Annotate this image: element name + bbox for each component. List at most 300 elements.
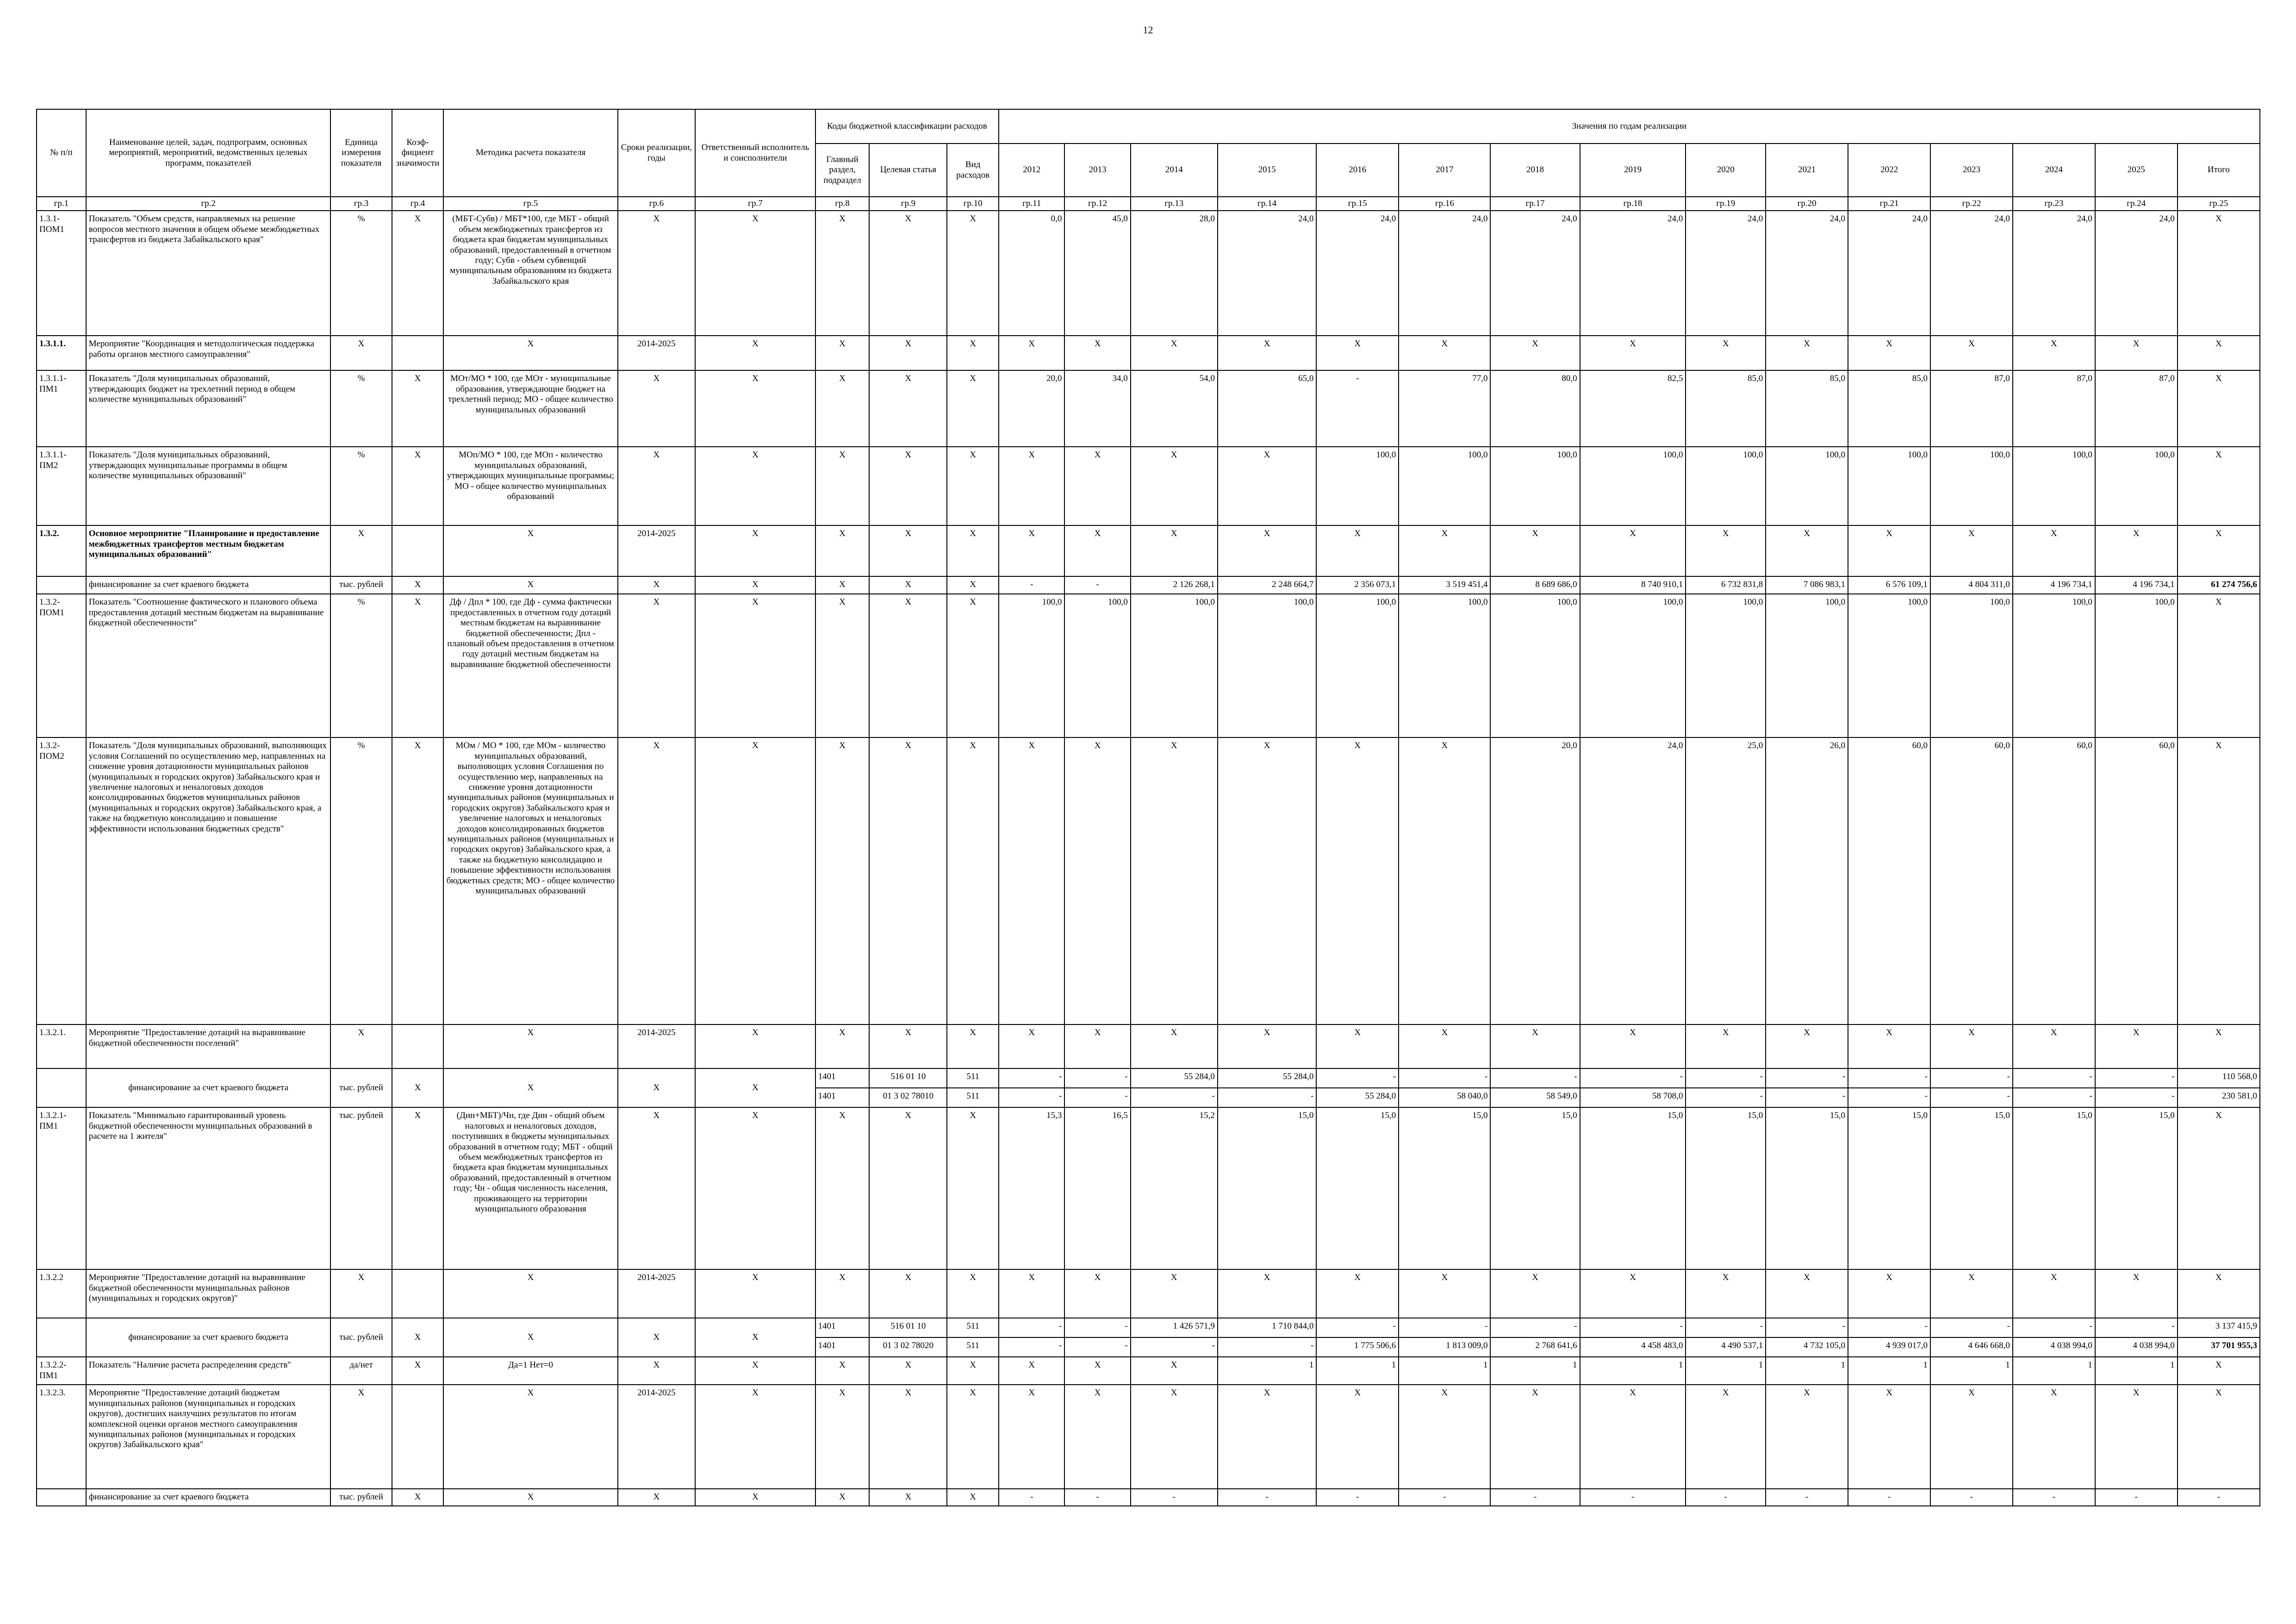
row-value: 85,0: [1686, 370, 1766, 447]
row-value: 2 768 641,6: [1490, 1337, 1580, 1357]
row-method: X: [443, 1024, 617, 1068]
row-number: 1.3.2-ПОМ2: [37, 737, 86, 1024]
row-method: (МБТ-Субв) / МБТ*100, где МБТ - общий объем межбюджетных трансфертов из бюджета края бюджетам муниципальных образований, предоставленный в отчетном году; Субв - объем субвенций муниципальным образованиям из бюджета Забайкальского края: [443, 211, 617, 336]
row-value: -: [1930, 1489, 2013, 1505]
header-code-section: Главный раздел, подраздел: [815, 144, 870, 197]
header-year: 2015: [1218, 144, 1317, 197]
header-num: № п/п: [37, 109, 86, 197]
row-unit: %: [330, 211, 392, 336]
row-value: 45,0: [1064, 211, 1130, 336]
row-name: Показатель "Доля муниципальных образований, выполняющих условия Соглашений по осуществлению мер, направленных на снижение уровня дотационности муниципальных районов (муниципальных и городских округов) Забайкальского края и увеличение налоговых и неналоговых доходов консолидированных бюджетов муниципальных районов (муниципальных и городских округов) Забайкальского края, а также на бюджетную консолидацию и повышение эффективности использования бюджетных средств": [86, 737, 331, 1024]
row-value: X: [2013, 1385, 2095, 1489]
table-row: [37, 1318, 2260, 1337]
row-value: 8 740 910,1: [1580, 576, 1686, 594]
row-code-section: X: [815, 370, 870, 447]
row-value: 100,0: [1131, 594, 1218, 737]
row-value: X: [2095, 1385, 2178, 1489]
row-coef: X: [392, 211, 444, 336]
row-value: 77,0: [1399, 370, 1490, 447]
row-code-type: 511: [947, 1068, 999, 1088]
header-executor: Ответственный исполнитель и соисполнители: [695, 109, 815, 197]
row-value: 82,5: [1580, 370, 1686, 447]
row-value: X: [1580, 525, 1686, 576]
row-unit: тыс. рублей: [330, 1489, 392, 1505]
column-number: гр.19: [1686, 197, 1766, 211]
row-value: 15,2: [1131, 1107, 1218, 1269]
row-number: 1.3.1.1-ПМ1: [37, 370, 86, 447]
row-number: [37, 576, 86, 594]
row-value: X: [1316, 336, 1399, 370]
column-number: гр.7: [695, 197, 815, 211]
row-value: X: [2095, 1024, 2178, 1068]
row-value: X: [2178, 1357, 2260, 1385]
row-value: 54,0: [1131, 370, 1218, 447]
row-value: X: [2178, 447, 2260, 525]
row-value: 100,0: [1848, 447, 1930, 525]
row-executor: X: [695, 1385, 815, 1489]
row-value: 100,0: [1064, 594, 1130, 737]
row-value: -: [999, 1088, 1064, 1107]
column-number: гр.21: [1848, 197, 1930, 211]
row-years: X: [618, 447, 696, 525]
row-code-type: X: [947, 594, 999, 737]
column-number: гр.10: [947, 197, 999, 211]
row-value: -: [1766, 1318, 1848, 1337]
row-coef: X: [392, 1357, 444, 1385]
row-value: 100,0: [2095, 447, 2178, 525]
row-value: 15,3: [999, 1107, 1064, 1269]
row-code-target: X: [869, 211, 947, 336]
row-value: X: [1930, 336, 2013, 370]
row-value: 15,0: [1399, 1107, 1490, 1269]
row-value: -: [2013, 1088, 2095, 1107]
row-code-section: X: [815, 525, 870, 576]
row-value: X: [999, 336, 1064, 370]
row-value: 100,0: [1316, 447, 1399, 525]
row-value: -: [1064, 1318, 1130, 1337]
row-number: 1.3.2.1-ПМ1: [37, 1107, 86, 1269]
row-years: X: [618, 1318, 696, 1357]
row-value: 15,0: [1848, 1107, 1930, 1269]
row-executor: X: [695, 1107, 815, 1269]
row-value: X: [2013, 525, 2095, 576]
row-value: 24,0: [2013, 211, 2095, 336]
row-code-type: X: [947, 1269, 999, 1318]
column-number-row: [37, 197, 2260, 211]
row-value: -: [999, 1489, 1064, 1505]
row-value: 1: [1930, 1357, 2013, 1385]
table-row: [37, 370, 2260, 447]
row-value: 100,0: [1686, 594, 1766, 737]
row-value: X: [1131, 447, 1218, 525]
row-method: МОм / МО * 100, где МОм - количество муниципальных образований, выполняющих условия Соглашения по осуществлению мер, направленных на снижение уровня дотационности муниципальных районов (муниципальных и городских округов) Забайкальского края и увеличение налоговых и неналоговых доходов консолидированных бюджетов муниципальных районов (муниципальных и городских округов) Забайкальского края, а также на бюджетную консолидацию и повышение эффективности использования бюджетных средств; МО - общее количество муниципальных образований: [443, 737, 617, 1024]
header-values-group: Значения по годам реализации: [999, 109, 2260, 144]
row-value: X: [1399, 1269, 1490, 1318]
row-unit: тыс. рублей: [330, 1107, 392, 1269]
row-value: -: [1930, 1068, 2013, 1088]
row-code-section: 1401: [815, 1068, 870, 1088]
table-row: [37, 1269, 2260, 1318]
row-value: 4 732 105,0: [1766, 1337, 1848, 1357]
row-value: X: [1064, 737, 1130, 1024]
header-year: 2023: [1930, 144, 2013, 197]
header-year: 2021: [1766, 144, 1848, 197]
row-value: -: [2178, 1489, 2260, 1505]
row-value: 24,0: [1766, 211, 1848, 336]
row-code-type: X: [947, 211, 999, 336]
row-value: X: [1686, 336, 1766, 370]
row-value: 24,0: [1580, 211, 1686, 336]
row-name: Мероприятие "Предоставление дотаций на выравнивание бюджетной обеспеченности муниципальных районов (муниципальных и городских округов)": [86, 1269, 331, 1318]
row-code-type: X: [947, 447, 999, 525]
row-value: 87,0: [2095, 370, 2178, 447]
row-unit: тыс. рублей: [330, 1068, 392, 1107]
row-value: 24,0: [2095, 211, 2178, 336]
row-value: X: [999, 1269, 1064, 1318]
row-value: 6 732 831,8: [1686, 576, 1766, 594]
row-value: X: [999, 737, 1064, 1024]
row-years: X: [618, 576, 696, 594]
row-value: 55 284,0: [1218, 1068, 1317, 1088]
row-value: 1 775 506,6: [1316, 1337, 1399, 1357]
row-code-type: X: [947, 1107, 999, 1269]
row-code-section: X: [815, 1269, 870, 1318]
row-method: X: [443, 1489, 617, 1505]
row-value: 4 196 734,1: [2013, 576, 2095, 594]
header-name: Наименование целей, задач, подпрограмм, основных мероприятий, мероприятий, ведомственных целевых программ, показателей: [86, 109, 331, 197]
row-value: 1: [1490, 1357, 1580, 1385]
row-unit: %: [330, 737, 392, 1024]
row-value: X: [1064, 447, 1130, 525]
row-value: X: [1218, 336, 1317, 370]
row-value: 1: [2013, 1357, 2095, 1385]
row-code-type: X: [947, 737, 999, 1024]
table-row: [37, 1068, 2260, 1088]
header-codes-group: Коды бюджетной классификации расходов: [815, 109, 999, 144]
row-value: -: [1064, 576, 1130, 594]
row-code-section: X: [815, 336, 870, 370]
row-code-section: 1401: [815, 1088, 870, 1107]
row-value: X: [1064, 1385, 1130, 1489]
row-value: X: [1490, 336, 1580, 370]
row-value: X: [2013, 1024, 2095, 1068]
row-value: X: [1218, 525, 1317, 576]
row-value: X: [1399, 336, 1490, 370]
row-value: -: [1490, 1068, 1580, 1088]
row-value: X: [1686, 1024, 1766, 1068]
row-value: -: [1490, 1318, 1580, 1337]
column-number: гр.5: [443, 197, 617, 211]
row-unit: тыс. рублей: [330, 1318, 392, 1357]
row-value: -: [1580, 1068, 1686, 1088]
row-number: 1.3.2-ПОМ1: [37, 594, 86, 737]
row-years: 2014-2025: [618, 1024, 696, 1068]
row-years: 2014-2025: [618, 525, 696, 576]
row-value: 100,0: [1218, 594, 1317, 737]
row-coef: X: [392, 594, 444, 737]
row-coef: X: [392, 1489, 444, 1505]
header-total: Итого: [2178, 144, 2260, 197]
row-coef: [392, 525, 444, 576]
row-code-target: X: [869, 594, 947, 737]
row-name: финансирование за счет краевого бюджета: [86, 1318, 331, 1357]
row-value: 15,0: [1766, 1107, 1848, 1269]
row-value: X: [1131, 525, 1218, 576]
row-code-section: X: [815, 1385, 870, 1489]
row-value: X: [1131, 336, 1218, 370]
row-value: 15,0: [1316, 1107, 1399, 1269]
row-code-target: X: [869, 447, 947, 525]
row-value: X: [2178, 1024, 2260, 1068]
header-row-1: [37, 109, 2260, 144]
row-value: -: [1930, 1088, 2013, 1107]
row-number: 1.3.1.1-ПМ2: [37, 447, 86, 525]
row-value: 25,0: [1686, 737, 1766, 1024]
row-number: 1.3.2.1.: [37, 1024, 86, 1068]
row-value: -: [1316, 1068, 1399, 1088]
header-year: 2014: [1131, 144, 1218, 197]
row-value: X: [1399, 1024, 1490, 1068]
row-executor: X: [695, 737, 815, 1024]
row-value: 1 710 844,0: [1218, 1318, 1317, 1337]
row-value: X: [2095, 336, 2178, 370]
row-value: X: [1399, 737, 1490, 1024]
table-row: [37, 336, 2260, 370]
header-method: Методика расчета показателя: [443, 109, 617, 197]
header-year: 2016: [1316, 144, 1399, 197]
row-value: -: [1064, 1088, 1130, 1107]
row-coef: X: [392, 737, 444, 1024]
row-value: X: [1316, 525, 1399, 576]
row-value: -: [2013, 1489, 2095, 1505]
row-method: Дф / Дпл * 100, где Дф - сумма фактически предоставленных в отчетном году дотаций местным бюджетам на выравнивание бюджетной обеспеченности; Дпл - плановый объем предоставления в отчетном году дотаций местным бюджетам на выравнивание бюджетной обеспеченности: [443, 594, 617, 737]
row-code-target: X: [869, 737, 947, 1024]
row-value: -: [1131, 1337, 1218, 1357]
row-value: X: [1218, 447, 1317, 525]
row-code-section: X: [815, 1024, 870, 1068]
row-value: 4 458 483,0: [1580, 1337, 1686, 1357]
row-value: -: [1316, 1318, 1399, 1337]
row-value: 58 708,0: [1580, 1088, 1686, 1107]
row-value: 58 040,0: [1399, 1088, 1490, 1107]
row-value: 80,0: [1490, 370, 1580, 447]
row-value: X: [1580, 336, 1686, 370]
row-value: X: [1490, 1024, 1580, 1068]
row-value: X: [1686, 1269, 1766, 1318]
row-value: X: [999, 1385, 1064, 1489]
row-name: Показатель "Доля муниципальных образований, утверждающих бюджет на трехлетний период в общем количестве муниципальных образований": [86, 370, 331, 447]
column-number: гр.4: [392, 197, 444, 211]
row-value: X: [1316, 1269, 1399, 1318]
row-value: 4 804 311,0: [1930, 576, 2013, 594]
row-value: -: [1064, 1068, 1130, 1088]
table-row: [37, 1024, 2260, 1068]
column-number: гр.6: [618, 197, 696, 211]
row-value: -: [1686, 1088, 1766, 1107]
row-name: Мероприятие "Предоставление дотаций на выравнивание бюджетной обеспеченности поселений": [86, 1024, 331, 1068]
row-value: X: [999, 525, 1064, 576]
row-value: 60,0: [2013, 737, 2095, 1024]
row-value: -: [1316, 1489, 1399, 1505]
row-value: 87,0: [2013, 370, 2095, 447]
page-number: 12: [1143, 24, 1153, 36]
row-unit: тыс. рублей: [330, 576, 392, 594]
row-name: Мероприятие "Координация и методологическая поддержка работы органов местного самоуправления": [86, 336, 331, 370]
row-executor: X: [695, 1024, 815, 1068]
row-value: X: [1131, 1357, 1218, 1385]
row-executor: X: [695, 1269, 815, 1318]
column-number: гр.15: [1316, 197, 1399, 211]
row-coef: X: [392, 1068, 444, 1107]
row-method: X: [443, 576, 617, 594]
row-value: -: [1316, 370, 1399, 447]
row-value: -: [1131, 1088, 1218, 1107]
column-number: гр.8: [815, 197, 870, 211]
row-value: 1 426 571,9: [1131, 1318, 1218, 1337]
row-coef: X: [392, 370, 444, 447]
row-method: Да=1 Нет=0: [443, 1357, 617, 1385]
row-value: -: [1848, 1088, 1930, 1107]
row-value: 2 126 268,1: [1131, 576, 1218, 594]
row-value: X: [1064, 1269, 1130, 1318]
row-value: X: [2095, 1269, 2178, 1318]
row-value: 0,0: [999, 211, 1064, 336]
row-value: X: [2178, 1269, 2260, 1318]
row-value: 24,0: [1686, 211, 1766, 336]
row-years: X: [618, 1068, 696, 1107]
row-value: 4 646 668,0: [1930, 1337, 2013, 1357]
row-value: X: [2178, 336, 2260, 370]
table-row: [37, 1107, 2260, 1269]
row-value: X: [1490, 1269, 1580, 1318]
row-years: X: [618, 1489, 696, 1505]
row-value: 55 284,0: [1131, 1068, 1218, 1088]
row-years: X: [618, 1107, 696, 1269]
header-year: 2024: [2013, 144, 2095, 197]
column-number: гр.24: [2095, 197, 2178, 211]
row-value: 100,0: [999, 594, 1064, 737]
row-value: X: [2178, 370, 2260, 447]
row-coef: X: [392, 1107, 444, 1269]
row-value: X: [1316, 1385, 1399, 1489]
row-code-type: 511: [947, 1337, 999, 1357]
row-value: -: [2013, 1068, 2095, 1088]
row-value: X: [1131, 737, 1218, 1024]
row-value: 100,0: [1580, 594, 1686, 737]
row-value: 100,0: [1490, 594, 1580, 737]
row-value: X: [2013, 336, 2095, 370]
row-method: МОт/МО * 100, где МОт - муниципальные образования, утверждающие бюджет на трехлетний период; МО - общее количество муниципальных образований: [443, 370, 617, 447]
row-value: -: [1218, 1088, 1317, 1107]
row-value: -: [1064, 1489, 1130, 1505]
row-code-target: X: [869, 1357, 947, 1385]
row-value: X: [1218, 1269, 1317, 1318]
row-value: -: [2095, 1068, 2178, 1088]
row-value: X: [1064, 336, 1130, 370]
column-number: гр.11: [999, 197, 1064, 211]
row-value: X: [1580, 1024, 1686, 1068]
row-method: X: [443, 1385, 617, 1489]
row-code-section: X: [815, 1357, 870, 1385]
header-year: 2025: [2095, 144, 2178, 197]
table-row: [37, 594, 2260, 737]
row-value: -: [2013, 1318, 2095, 1337]
row-code-target: X: [869, 1107, 947, 1269]
row-value: 4 939 017,0: [1848, 1337, 1930, 1357]
row-value: 1: [2095, 1357, 2178, 1385]
row-value: X: [1064, 525, 1130, 576]
row-value: X: [2013, 1269, 2095, 1318]
row-code-section: X: [815, 211, 870, 336]
row-code-section: X: [815, 1107, 870, 1269]
row-value: X: [1686, 525, 1766, 576]
row-value: -: [1766, 1088, 1848, 1107]
row-name: Показатель "Соотношение фактического и планового объема предоставления дотаций местным бюджетам на выравнивание бюджетной обеспеченности": [86, 594, 331, 737]
row-unit: %: [330, 594, 392, 737]
row-value: -: [999, 1318, 1064, 1337]
row-value: X: [1131, 1269, 1218, 1318]
row-code-section: X: [815, 737, 870, 1024]
row-value: 24,0: [1316, 211, 1399, 336]
row-value: 15,0: [1218, 1107, 1317, 1269]
row-value: 100,0: [2013, 447, 2095, 525]
row-unit: %: [330, 370, 392, 447]
row-value: X: [1686, 1385, 1766, 1489]
table-row: [37, 737, 2260, 1024]
row-value: 37 701 955,3: [2178, 1337, 2260, 1357]
row-value: 85,0: [1766, 370, 1848, 447]
row-code-target: X: [869, 1489, 947, 1505]
column-number: гр.23: [2013, 197, 2095, 211]
row-value: 100,0: [1766, 594, 1848, 737]
row-value: 2 248 664,7: [1218, 576, 1317, 594]
row-code-target: X: [869, 525, 947, 576]
row-value: 4 038 994,0: [2013, 1337, 2095, 1357]
row-value: -: [1686, 1068, 1766, 1088]
row-number: [37, 1318, 86, 1357]
row-value: 61 274 756,6: [2178, 576, 2260, 594]
row-value: X: [1766, 1269, 1848, 1318]
row-value: 100,0: [2095, 594, 2178, 737]
row-value: X: [1930, 525, 2013, 576]
row-value: 4 038 994,0: [2095, 1337, 2178, 1357]
row-value: 100,0: [1930, 594, 2013, 737]
row-value: X: [1766, 1385, 1848, 1489]
row-value: 1: [1686, 1357, 1766, 1385]
row-value: X: [1490, 525, 1580, 576]
row-code-section: X: [815, 447, 870, 525]
header-code-target: Целевая статья: [869, 144, 947, 197]
row-value: -: [1930, 1318, 2013, 1337]
row-value: X: [1766, 1024, 1848, 1068]
row-value: -: [1686, 1318, 1766, 1337]
row-coef: [392, 336, 444, 370]
row-executor: X: [695, 211, 815, 336]
row-code-type: X: [947, 1385, 999, 1489]
row-executor: X: [695, 1357, 815, 1385]
budget-table: [36, 109, 2260, 1506]
row-value: X: [2178, 525, 2260, 576]
row-value: X: [1218, 1385, 1317, 1489]
row-method: X: [443, 525, 617, 576]
row-value: X: [2095, 525, 2178, 576]
row-value: X: [1930, 1024, 2013, 1068]
row-method: (Дин+МБТ)/Чн, где Дин - общий объем налоговых и неналоговых доходов, поступивших в бюджеты муниципальных образований в отчетном году; МБТ - общий объем межбюджетных трансфертов из бюджета края бюджетам муниципальных образований, предоставленный в отчетном году; Чн - общая численность населения, проживающего на территории муниципального образования: [443, 1107, 617, 1269]
row-value: 100,0: [1399, 594, 1490, 737]
row-value: X: [1490, 1385, 1580, 1489]
row-value: 100,0: [1848, 594, 1930, 737]
header-years: Сроки реализации, годы: [618, 109, 696, 197]
